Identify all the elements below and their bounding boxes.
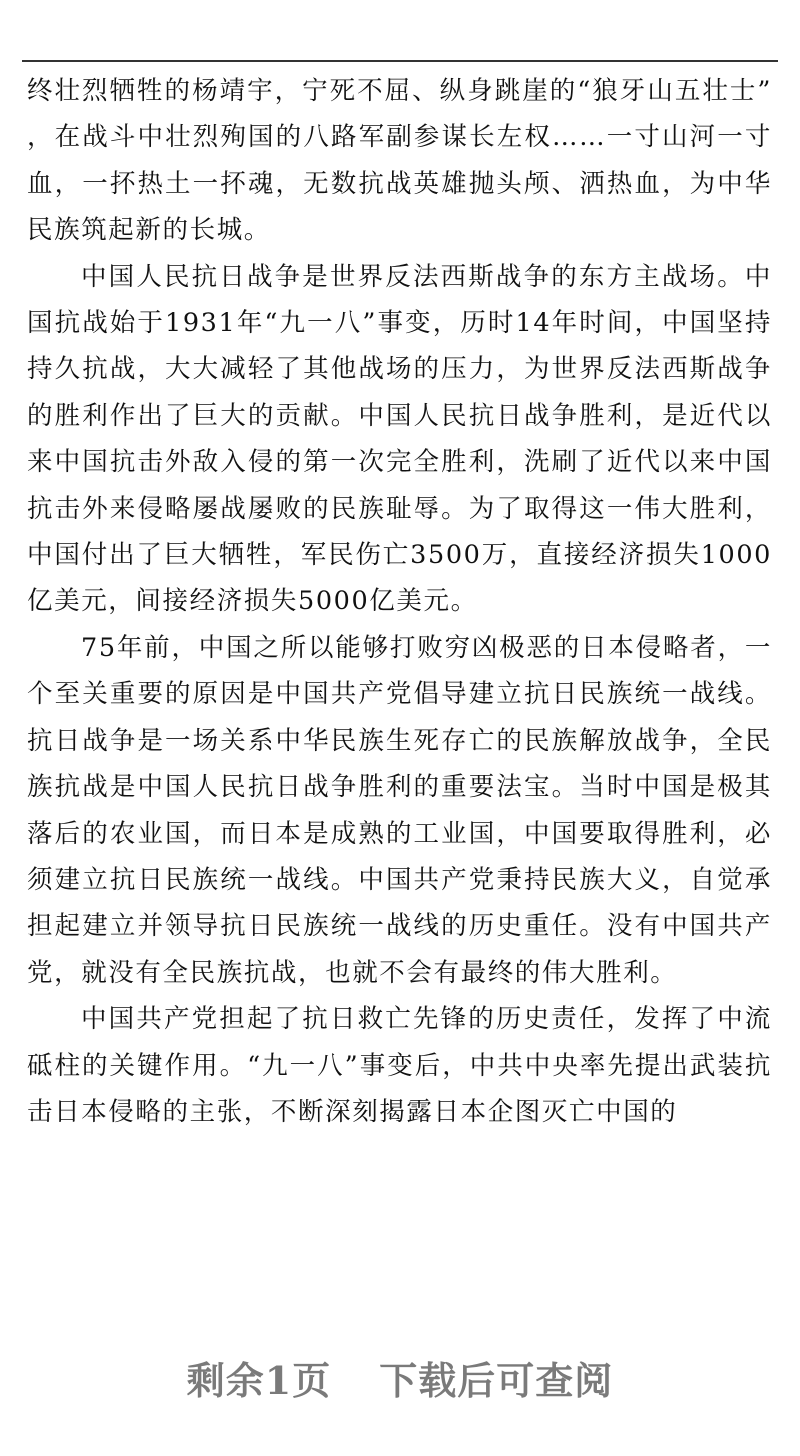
paragraph-4: 中国共产党担起了抗日救亡先锋的历史责任，发挥了中流砥柱的关键作用。“九一八”事变后，中共中央率先提出武装抗击日本侵略的主张，不断深刻揭露日本企图灭亡中国的	[27, 1004, 772, 1127]
article-body	[27, 68, 772, 1135]
remaining-pages-label: 剩余1页	[186, 1358, 332, 1403]
top-divider	[22, 60, 778, 62]
paragraph-1: 终壮烈牺牲的杨靖宇，宁死不屈、纵身跳崖的“狼牙山五壮士”，在战斗中壮烈殉国的八路军副参谋长左权……一寸山河一寸血，一抔热土一抔魂，无数抗战英雄抛头颅、洒热血，为中华民族筑起新的长城。	[27, 76, 772, 246]
paragraph-2: 中国人民抗日战争是世界反法西斯战争的东方主战场。中国抗战始于1931年“九一八”事变，历时14年时间，中国坚持持久抗战，大大减轻了其他战场的压力，为世界反法西斯战争的胜利作出了巨大的贡献。中国人民抗日战争胜利，是近代以来中国抗击外敌入侵的第一次完全胜利，洗刷了近代以来中国抗击外来侵略屡战屡败的民族耻辱。为了取得这一伟大胜利，中国付出了巨大牺牲，军民伤亡3500万，直接经济损失1000亿美元，间接经济损失5000亿美元。	[27, 261, 772, 617]
paragraph-3: 75年前，中国之所以能够打败穷凶极恶的日本侵略者，一个至关重要的原因是中国共产党倡导建立抗日民族统一战线。抗日战争是一场关系中华民族生死存亡的民族解放战争，全民族抗战是中国人民抗日战争胜利的重要法宝。当时中国是极其落后的农业国，而日本是成熟的工业国，中国要取得胜利，必须建立抗日民族统一战线。中国共产党秉持民族大义，自觉承担起建立并领导抗日民族统一战线的历史重任。没有中国共产党，就没有全民族抗战，也就不会有最终的伟大胜利。	[27, 632, 772, 988]
download-banner[interactable]	[0, 1350, 800, 1405]
download-hint-label: 下载后可查阅	[379, 1358, 614, 1403]
